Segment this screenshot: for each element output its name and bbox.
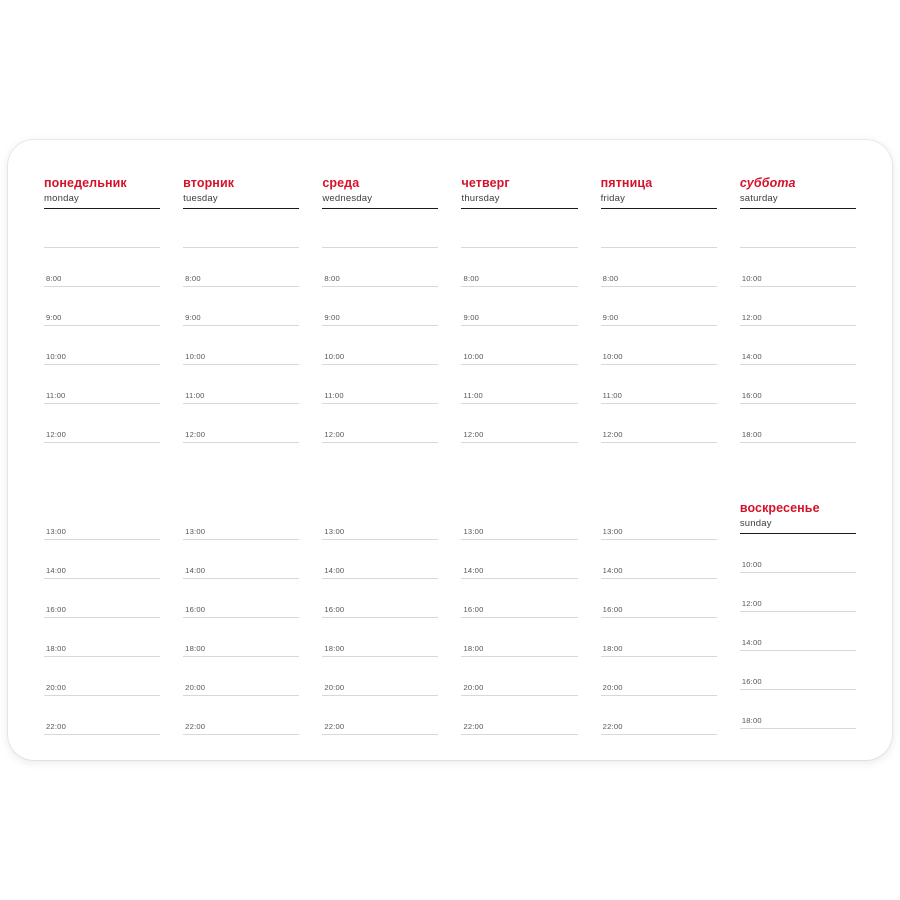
day-name-en-monday: monday [44, 193, 79, 204]
time-slot[interactable] [44, 618, 160, 657]
time-slot[interactable] [44, 735, 160, 760]
time-slot[interactable] [461, 735, 577, 760]
time-slot[interactable] [322, 618, 438, 657]
time-slot[interactable] [461, 248, 577, 287]
slot-time-label: 10:00 [324, 352, 345, 361]
slots-thursday-bottom [461, 501, 577, 760]
planner-card [8, 140, 892, 760]
time-slot[interactable] [183, 579, 299, 618]
time-slot[interactable] [183, 404, 299, 443]
slots-monday-top [44, 209, 160, 443]
time-slot[interactable] [461, 540, 577, 579]
slot-time-label: 16:00 [741, 677, 762, 686]
slot-time-label: 14:00 [741, 352, 762, 361]
mid-gap-spacer [44, 443, 856, 501]
slot-time-label: 10:00 [741, 560, 762, 569]
slot-time-label: 22:00 [463, 722, 484, 731]
slot-time-label: 18:00 [185, 644, 206, 653]
time-slot[interactable] [183, 501, 299, 540]
time-slot[interactable] [44, 248, 160, 287]
time-slot[interactable] [601, 209, 717, 248]
slot-time-label: 10:00 [185, 352, 206, 361]
time-slot[interactable] [601, 501, 717, 540]
slot-time-label: 11:00 [185, 391, 205, 400]
slot-time-label: 9:00 [324, 313, 340, 322]
day-column-wednesday-evening [322, 501, 438, 760]
week-grid-top [44, 176, 856, 443]
slot-time-label: 20:00 [602, 683, 623, 692]
slot-time-label: 16:00 [463, 605, 484, 614]
slots-tuesday-bottom [183, 501, 299, 760]
day-column-monday-evening [44, 501, 160, 760]
slot-time-label: 12:00 [324, 430, 345, 439]
slot-time-label: 18:00 [741, 430, 762, 439]
slot-time-label: 16:00 [324, 605, 345, 614]
day-name-ru-friday: пятница [600, 176, 653, 190]
time-slot[interactable] [183, 248, 299, 287]
day-column-friday-evening [601, 501, 717, 760]
time-slot[interactable] [461, 326, 577, 365]
slot-time-label: 16:00 [185, 605, 206, 614]
time-slot[interactable] [601, 618, 717, 657]
slot-time-label: 18:00 [324, 644, 345, 653]
time-slot[interactable] [740, 612, 856, 651]
day-column-thursday-evening [461, 501, 577, 760]
slot-time-label: 14:00 [324, 566, 345, 575]
slot-time-label: 12:00 [602, 430, 623, 439]
time-slot[interactable] [44, 657, 160, 696]
slot-time-label: 18:00 [463, 644, 484, 653]
slot-time-label: 14:00 [463, 566, 484, 575]
slot-time-label: 8:00 [463, 274, 480, 283]
time-slot[interactable] [183, 696, 299, 735]
slot-time-label: 8:00 [185, 274, 201, 283]
time-slot[interactable] [601, 735, 717, 760]
time-slot[interactable] [601, 579, 717, 618]
time-slot[interactable] [740, 248, 856, 287]
slot-time-label: 18:00 [741, 716, 762, 725]
slot-time-label: 12:00 [185, 430, 206, 439]
time-slot[interactable] [601, 287, 717, 326]
time-slot[interactable] [44, 209, 160, 248]
day-name-en-sunday: sunday [739, 518, 772, 529]
time-slot[interactable] [601, 365, 717, 404]
slot-time-label: 20:00 [463, 683, 484, 692]
day-name-ru-saturday: суббота [739, 176, 796, 190]
slot-time-label: 14:00 [46, 566, 67, 575]
slots-thursday-top [461, 209, 577, 443]
time-slot[interactable] [740, 573, 856, 612]
time-slot[interactable] [183, 735, 299, 760]
slots-wednesday-top [322, 209, 438, 443]
planner-content [44, 176, 856, 730]
slot-time-label: 20:00 [324, 683, 345, 692]
time-slot[interactable] [322, 365, 438, 404]
slots-wednesday-bottom [322, 501, 438, 760]
time-slot[interactable] [740, 651, 856, 690]
day-column-thursday [461, 176, 577, 443]
slot-time-label: 22:00 [46, 722, 67, 731]
day-header-friday [601, 176, 717, 209]
time-slot[interactable] [461, 618, 577, 657]
time-slot[interactable] [601, 404, 717, 443]
time-slot[interactable] [183, 657, 299, 696]
time-slot[interactable] [601, 248, 717, 287]
slots-saturday [740, 209, 856, 443]
time-slot[interactable] [183, 618, 299, 657]
slot-time-label: 11:00 [46, 391, 66, 400]
day-name-ru-thursday: четверг [461, 176, 510, 190]
slot-time-label: 16:00 [741, 391, 762, 400]
day-header-wednesday [322, 176, 438, 209]
time-slot[interactable] [44, 540, 160, 579]
time-slot[interactable] [322, 579, 438, 618]
slot-time-label: 20:00 [46, 683, 67, 692]
time-slot[interactable] [740, 404, 856, 443]
time-slot[interactable] [322, 326, 438, 365]
slot-time-label: 13:00 [463, 527, 484, 536]
slot-time-label: 8:00 [46, 274, 62, 283]
slot-time-label: 9:00 [602, 313, 619, 322]
slot-time-label: 12:00 [463, 430, 484, 439]
time-slot[interactable] [740, 326, 856, 365]
slot-time-label: 16:00 [46, 605, 67, 614]
day-name-ru-monday: понедельник [44, 176, 127, 190]
day-name-ru-sunday: воскресенье [739, 501, 820, 515]
time-slot[interactable] [601, 540, 717, 579]
day-name-en-friday: friday [600, 193, 626, 204]
time-slot[interactable] [601, 696, 717, 735]
day-name-en-saturday: saturday [739, 193, 778, 204]
time-slot[interactable] [461, 579, 577, 618]
time-slot[interactable] [740, 690, 856, 729]
day-header-saturday [740, 176, 856, 209]
day-name-ru-tuesday: вторник [183, 176, 235, 190]
day-name-en-wednesday: wednesday [322, 193, 373, 204]
time-slot[interactable] [322, 696, 438, 735]
day-column-wednesday [322, 176, 438, 443]
time-slot[interactable] [44, 404, 160, 443]
slot-time-label: 9:00 [463, 313, 480, 322]
slots-friday-top [601, 209, 717, 443]
time-slot[interactable] [461, 209, 577, 248]
slot-time-label: 22:00 [324, 722, 345, 731]
time-slot[interactable] [44, 501, 160, 540]
slot-time-label: 10:00 [46, 352, 67, 361]
slot-time-label: 22:00 [185, 722, 206, 731]
time-slot[interactable] [44, 365, 160, 404]
day-column-tuesday-evening [183, 501, 299, 760]
day-name-ru-wednesday: среда [322, 176, 360, 190]
time-slot[interactable] [322, 248, 438, 287]
slot-time-label: 10:00 [463, 352, 484, 361]
time-slot[interactable] [322, 404, 438, 443]
time-slot[interactable] [322, 287, 438, 326]
slot-time-label: 11:00 [463, 391, 483, 400]
time-slot[interactable] [740, 287, 856, 326]
day-column-saturday [740, 176, 856, 443]
slot-time-label: 13:00 [185, 527, 206, 536]
time-slot[interactable] [740, 365, 856, 404]
day-column-monday [44, 176, 160, 443]
slot-time-label: 11:00 [602, 391, 623, 400]
time-slot[interactable] [740, 534, 856, 573]
time-slot[interactable] [322, 735, 438, 760]
time-slot[interactable] [601, 326, 717, 365]
time-slot[interactable] [44, 287, 160, 326]
slot-time-label: 13:00 [324, 527, 345, 536]
slots-friday-bottom [601, 501, 717, 760]
slot-time-label: 10:00 [602, 352, 623, 361]
slots-monday-bottom [44, 501, 160, 760]
time-slot[interactable] [322, 209, 438, 248]
slot-time-label: 18:00 [46, 644, 67, 653]
time-slot[interactable] [44, 326, 160, 365]
time-slot[interactable] [322, 657, 438, 696]
day-header-monday [44, 176, 160, 209]
slot-time-label: 12:00 [741, 599, 762, 608]
time-slot[interactable] [461, 657, 577, 696]
time-slot[interactable] [183, 365, 299, 404]
day-column-sunday [740, 501, 856, 760]
slot-time-label: 22:00 [602, 722, 623, 731]
time-slot[interactable] [44, 579, 160, 618]
time-slot[interactable] [183, 209, 299, 248]
slots-sunday [740, 534, 856, 729]
time-slot[interactable] [183, 326, 299, 365]
slots-tuesday-top [183, 209, 299, 443]
time-slot[interactable] [322, 501, 438, 540]
day-column-tuesday [183, 176, 299, 443]
slot-time-label: 14:00 [602, 566, 623, 575]
time-slot[interactable] [461, 501, 577, 540]
day-header-sunday [740, 501, 856, 534]
slot-time-label: 11:00 [324, 391, 344, 400]
time-slot[interactable] [44, 696, 160, 735]
week-grid-bottom [44, 501, 856, 760]
time-slot[interactable] [461, 365, 577, 404]
day-name-en-thursday: thursday [461, 193, 500, 204]
slot-time-label: 8:00 [324, 274, 340, 283]
slot-time-label: 9:00 [46, 313, 62, 322]
slot-time-label: 13:00 [602, 527, 623, 536]
time-slot[interactable] [461, 287, 577, 326]
day-column-friday [601, 176, 717, 443]
slot-time-label: 18:00 [602, 644, 623, 653]
time-slot[interactable] [322, 540, 438, 579]
time-slot[interactable] [183, 540, 299, 579]
slot-time-label: 16:00 [602, 605, 623, 614]
slot-time-label: 12:00 [46, 430, 67, 439]
slot-time-label: 10:00 [741, 274, 762, 283]
time-slot[interactable] [740, 209, 856, 248]
slot-time-label: 9:00 [185, 313, 201, 322]
slot-time-label: 13:00 [46, 527, 67, 536]
time-slot[interactable] [461, 404, 577, 443]
slot-time-label: 14:00 [741, 638, 762, 647]
day-header-tuesday [183, 176, 299, 209]
slot-time-label: 12:00 [741, 313, 762, 322]
time-slot[interactable] [601, 657, 717, 696]
time-slot[interactable] [183, 287, 299, 326]
slot-time-label: 14:00 [185, 566, 206, 575]
slot-time-label: 8:00 [602, 274, 619, 283]
day-name-en-tuesday: tuesday [183, 193, 218, 204]
day-header-thursday [461, 176, 577, 209]
slot-time-label: 20:00 [185, 683, 206, 692]
time-slot[interactable] [461, 696, 577, 735]
